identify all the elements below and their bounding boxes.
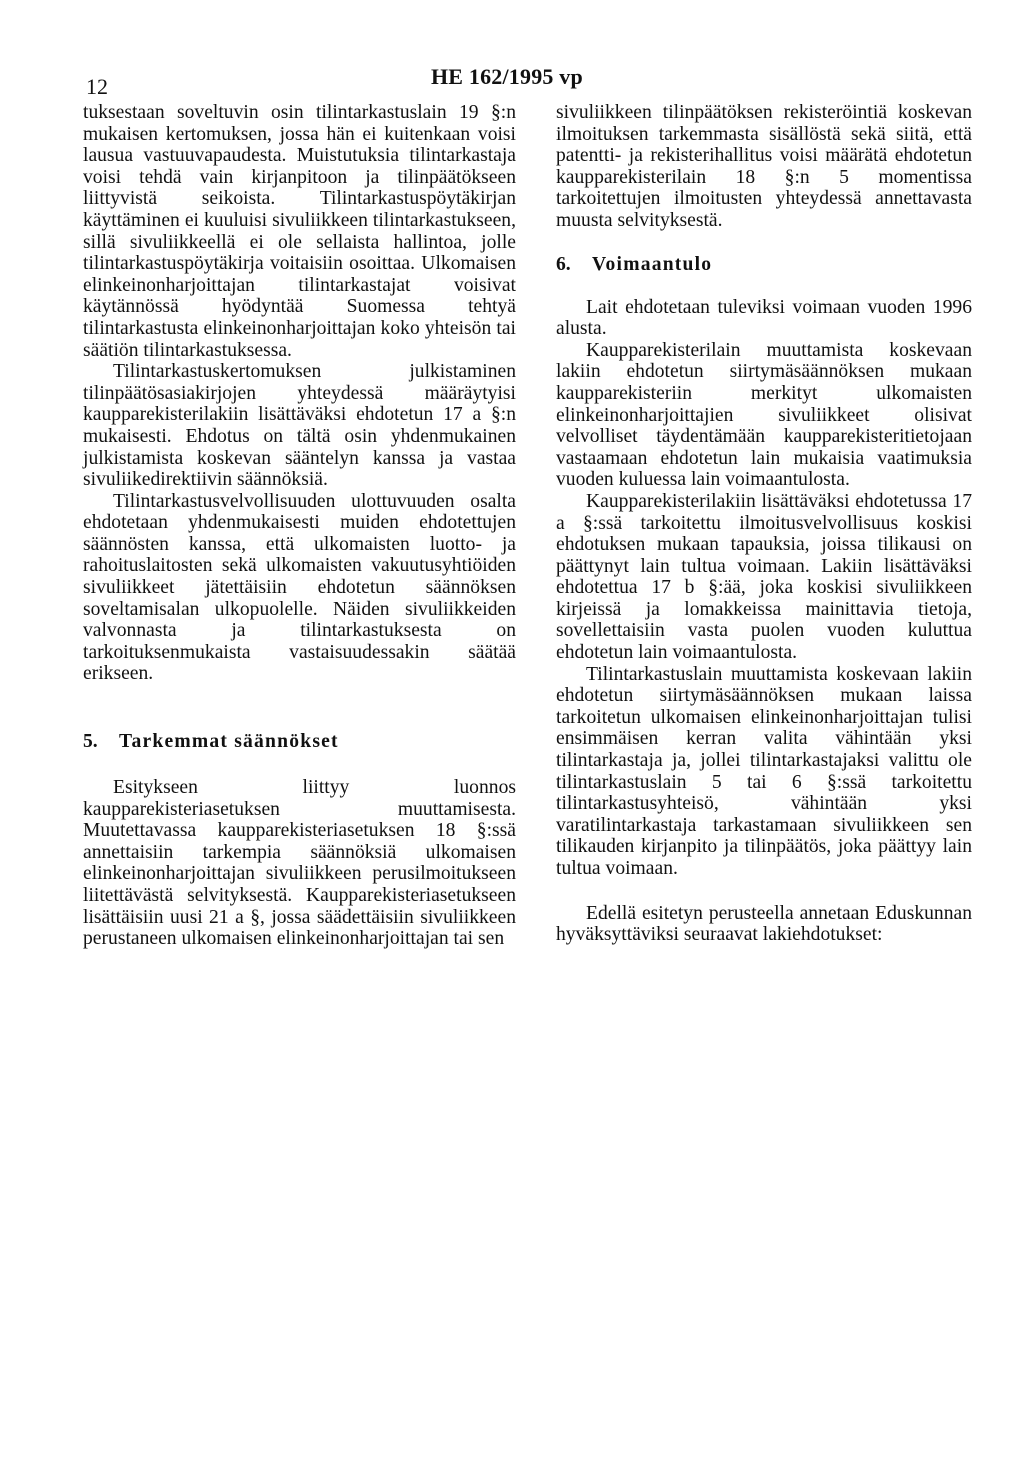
section-heading [556, 254, 972, 276]
paragraph: Kaupparekisterilain muuttamista koskevaan lakiin ehdotetun siirtymäsäännöksen mukaan kaupparekisteriin merkityt ulkomaisten elinkeinonharjoittajien sivuliikkeet olisivat velvolliset täydentämään kaupparekisteritietojaan vastaamaan ehdotetun lain mukaisia vaatimuksia vuoden kuluessa lain voimaantulosta. [556, 339, 972, 491]
right-column [556, 102, 972, 946]
section-title: Voimaantulo [592, 253, 713, 275]
paragraph: Edellä esitetyn perusteella annetaan Eduskunnan hyväksyttäviksi seuraavat lakiehdotukset: [556, 902, 972, 946]
paragraph: Kaupparekisterilakiin lisättäväksi ehdotetussa 17 a §:ssä tarkoitettu ilmoitusvelvollisuus koskisi ehdotuksen mukaan tapauksia, joissa tilikausi on päättynyt lain tultua voimaan. Lakiin lisättäväksi ehdotettua 17 b §:ää, joka koskisi sivuliikkeen kirjeissä ja lomakkeissa mainittavia tietoja, sovellettaisiin vasta puolen vuoden kuluttua ehdotetun lain voimaantulosta. [556, 490, 972, 664]
paragraph: tuksestaan soveltuvin osin tilintarkastuslain 19 §:n mukaisen kertomuksen, jossa hän ei kuitenkaan voisi lausua vastuuvapaudesta. Muistutuksia tilintarkastaja voisi tehdä vain kirjanpitoon ja tilinpäätökseen liittyvistä seikoista. Tilintarkastuspöytäkirjan käyttäminen ei kuuluisi sivuliikkeen tilintarkastukseen, sillä sivuliikkeellä ei ole sellaista hallintoa, jolle tilintarkastuspöytäkirja voitaisiin osoittaa. Ulkomaisen elinkeinonharjoittajan tilintarkastajat voisivat käytännössä hyödyntää Suomessa tehtyä tilintarkastusta elinkeinonharjoittajan koko yhteisön tai säätiön tilintarkastuksessa. [83, 102, 516, 361]
section-number: 5. [83, 731, 98, 753]
paragraph: Tilintarkastusvelvollisuuden ulottuvuuden osalta ehdotetaan yhdenmukaisesti muiden ehdotettujen säännösten kanssa, että ulkomaisten luotto- ja rahoituslaitosten sekä ulkomaisten vakuutusyhtiöiden sivuliikkeet jätettäisiin ehdotetun säännöksen soveltamisalan ulkopuolelle. Näiden sivuliikkeiden valvonnasta ja tilintarkastuksesta on tarkoituksenmukaista vastaisuudessakin säätää erikseen. [83, 490, 516, 685]
paragraph: sivuliikkeen tilinpäätöksen rekisteröintiä koskevan ilmoituksen tarkemmasta sisällöstä sekä siitä, että patentti- ja rekisterihallitus voisi määrätä ehdotetun kaupparekisterilain 18 §:n 5 momentissa tarkoitettujen ilmoitusten yhteydessä annettavasta muusta selvityksestä. [556, 102, 972, 231]
paragraph: Esitykseen liittyy luonnos kaupparekisteriasetuksen muuttamisesta. Muutettavassa kaupparekisteriasetuksen 18 §:ssä annettaisiin tarkempia säännöksiä ulkomaisen elinkeinonharjoittajan sivuliikkeen perusilmoitukseen liitettävästä selvityksestä. Kaupparekisteriasetukseen lisättäisiin uusi 21 a §, jossa säädettäisiin sivuliikkeen perustaneen ulkomaisen elinkeinonharjoittajan tai sen [83, 777, 516, 950]
section-number: 6. [556, 253, 571, 275]
section-title: Tarkemmat säännökset [119, 731, 339, 753]
left-column [83, 102, 516, 950]
paragraph: Tilintarkastuslain muuttamista koskevaan lakiin ehdotetun siirtymäsäännöksen mukaan laissa tarkoitetun ulkomaisen elinkeinonharjoittajan tulisi ensimmäisen kerran valita vähintään yksi tilintarkastaja ja, jollei tilintarkastajaksi valittu ole tilintarkastuslain 5 tai 6 §:ssä tarkoitettu tilintarkastusyhteisö, vähintään yksi varatilintarkastaja tarkastamaan sivuliikkeen sen tilikauden kirjanpito ja tilinpäätös, joka päättyy lain tultua voimaan. [556, 663, 972, 879]
document-id: HE 162/1995 vp [431, 64, 583, 89]
page-number: 12 [86, 74, 108, 99]
section-heading [83, 731, 516, 753]
paragraph: Tilintarkastuskertomuksen julkistaminen tilinpäätösasiakirjojen yhteydessä määräytyisi kaupparekisterilakiin lisättäväksi ehdotetun 17 a §:n mukaisesti. Ehdotus on tältä osin yhdenmukainen julkistamista koskevan sääntelyn kanssa ja vastaa sivuliikedirektiivin säännöksiä. [83, 361, 516, 491]
paragraph: Lait ehdotetaan tuleviksi voimaan vuoden 1996 alusta. [556, 296, 972, 340]
